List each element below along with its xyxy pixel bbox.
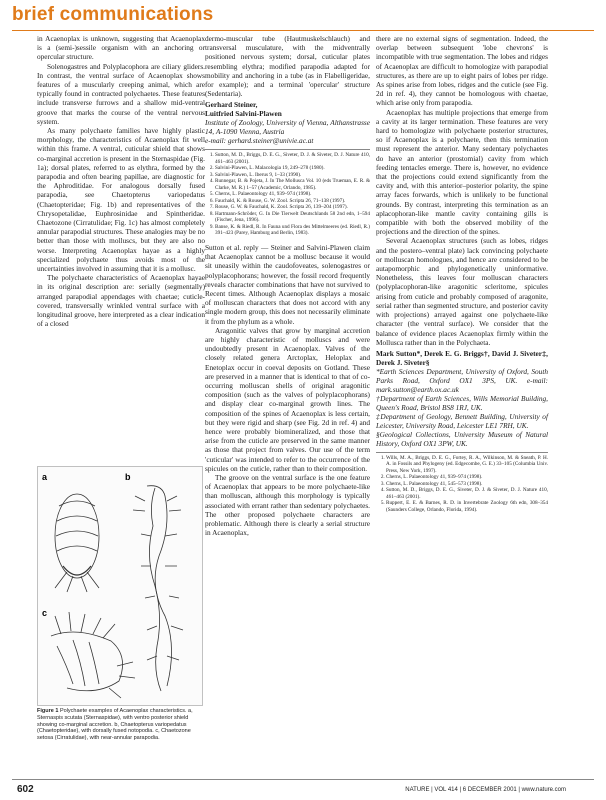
reference-item: 8. Hartmann-Schröder, G. In Die Tierwelt Deutschlands 58 2nd edn, 1–594 (Fischer, Jena, 1996). [215, 211, 370, 224]
paragraph: Several Acaenoplax structures (such as lobes, ridges and the postero–ventral plate) lack convincing polychaete or molluscan homologues, and hence are considered to be autapomorphic and phylogenetically uninformative. Nonetheless, this leaves four molluscan characters (polyplacophoran-like aragonitic scleritome, spicules arising from cuticle and probably composed of aragonite, serial rather than segmented structure, and posterior cavity with projections) arrayed against one polychaete-like character (the ventral surface). We consider that the balance of evidence places Acaenoplax firmly within the Mollusca rather than in the Polychaeta. [376, 236, 548, 347]
column-1 [37, 34, 205, 329]
figure-caption-body: Polychaete examples of Acaenoplax characteristics. a, Sternaspis scutata (Sternaspidae), with ventro posterior shield showing co-marginal accretion. b, Chaetopterus variopedatus (Chaetopteridae), with dorsally fused notopodia. c, Chaetozone setosa (Cirratulidae), with near-annular parapodia. [37, 708, 193, 742]
header-rule [12, 30, 594, 31]
paragraph: The groove on the ventral surface is the one feature of Acaenoplax that appears to be more polychaete-like than molluscan, although this morphology is typically associated with errant rather than sedentary polychaetes. The other proposed polychaete characters are problematic. Although there is clearly a serial structure in Acaenoplax, [205, 473, 370, 538]
reference-item: 1. Sutton, M. D., Briggs, D. E. G., Siveter, D. J. & Siveter, D. J. Nature 410, 461–463 (2001). [215, 152, 370, 165]
reference-item: 5. Cherns, L. Palaeontology 41, 939–974 (1998). [215, 191, 370, 198]
reference-item: 5. Ruppert, E. E. & Barnes, R. D. in Invertebrate Zoology 6th edn, 308–354 (Saunders College, Orlando, Florida, 1994). [386, 500, 548, 513]
references [376, 452, 548, 514]
comment-affiliation [205, 100, 370, 145]
reference-item: 2. Cherns, L. Palaeontology 41, 939–974 (1998). [386, 474, 548, 481]
reference-item: 4. Runnegar, B. & Pojeta, J. In The Mollusca Vol. 10 (eds Trueman, E. R. & Clarke, M. R.) 1–57 (Academic, Orlando, 1985). [215, 178, 370, 191]
footer-rule [12, 779, 594, 780]
paragraph: Sutton et al. reply — Steiner and Salvini-Plawen claim that Acaenoplax cannot be a mollusc because it would sit uneasily within the caudofoveates, solenogastres or polyplacophorans; however, the fossil record frequently reveals character combinations that have not survived to Recent times. Although Acaenoplax displays a mosaic of molluscan characters that does not accord with any single modern group, this does not necessarily eliminate it from the phylum as a whole. [205, 242, 370, 326]
author-names: Mark Sutton*, Derek E. G. Briggs†, David J. Siveter‡, Derek J. Siveter§ [376, 348, 548, 367]
reference-item: 7. Rouse, G. W. & Fauchald, K. Zool. Scripta 26, 139–204 (1997). [215, 204, 370, 211]
institution: Institute of Zoology, University of Vienna, Althanstrasse 14, A-1090 Vienna, Austria [205, 118, 370, 137]
references [205, 149, 370, 237]
reply-affiliation [376, 349, 548, 448]
paragraph: The polychaete characteristics of Acaenoplax hayae in its original description are: serially (segmentally) arranged parapodial appendages with chaetae; cuticle-covered, transversally wrinkled ventral surface with a longitudinal groove, here interpreted as a clear indication of a closed [37, 273, 205, 329]
affiliation-line: *Earth Sciences Department, University of Oxford, South Parks Road, Oxford OX1 3PS, UK. e-mail: mark.sutton@earth.ox.ac.uk [376, 366, 548, 394]
figure-caption-title: Figure 1 [37, 708, 59, 714]
paragraph: in Acaenoplax is unknown, suggesting that Acaenoplax is a (semi-)sessile organism with an anchoring or opercular structure. [37, 34, 205, 62]
reference-item: 6. Fauchald, K. & Rouse, G. W. Zool. Scripta 26, 71–138 (1997). [215, 198, 370, 205]
reference-item: 1. Wills, M. A., Briggs, D. E. G., Fortey, R. A., Wilkinson, M. & Sneath, P. H. A. in Fossils and Phylogeny (ed. Edgecombe, G. E.) 33–105 (Columbia Univ. Press, New York, 1997). [386, 455, 548, 475]
paragraph: there are no external signs of segmentation. Indeed, the overlap between subsequent 'lobe chevrons' is incompatible with true segmentation. The lobes and ridges of Acaenoplax are difficult to homologize with parapodial structures, as there are up to eight pairs of lobes per ridge. As spines arise from lobes, ridges and the cuticle (see Fig. 2d in ref. 4), they cannot be homologous with chaetae, which arise only from parapodia. [376, 34, 548, 108]
column-3 [376, 34, 548, 513]
column-2 [205, 34, 370, 537]
figure-label-c: c [42, 608, 48, 618]
paragraph: dermo-muscular tube (Hautmuskelschlauch) and transversal musculature, with the midventrally positioned nervous system; dorsal, cuticular plates resembling elythra; modified parapodia adapted for mobility and anchoring in a tube (as in Flabelligeridae, for example); and a terminal 'opercular' structure (Sedentaria). [205, 34, 370, 99]
reference-item: 9. Banse, K. & Riedl, R. In Fauna und Flora des Mittelmeeres (ed. Riedl, R.) 391–423 (Parey, Hamburg and Berlin, 1983). [215, 224, 370, 237]
paragraph: Aragonitic valves that grow by marginal accretion are highly characteristic of molluscs and were undoubtedly present in Acaenoplax. Valves of the closely related genera Arctoplax, Heloplax and Enetoplax occur in coeval deposits on Gotland. These are preserved in a manner that is identical to that of co-occurring molluscan shells of original aragonitic composition (such as the valves of polyplacophorans) and display clear co-marginal growth lines. The composition of the spines of Acaenoplax is less certain, but they were rigid and sharp (see Fig. 2d in ref. 4) and hence were probably biomineralized, and those that arise from the cuticle are preserved in the same manner as those that project from valves. Our use of the term 'cuticular' was intended to refer to the occurrence of the spicules on the cuticle, rather than to their composition. [205, 325, 370, 473]
figure-label-a: a [42, 472, 48, 482]
figure-1 [37, 466, 203, 751]
affiliation-line: ‡Department of Geology, Bennett Building, University of Leicester, University Road, Leicester LE1 7RH, UK. [376, 411, 548, 430]
paragraph: Acaenoplax has multiple projections that emerge from a cavity at its larger termination. These features are very hard to homologize with polychaete posterior structures, so if Acaenoplax is a polychaete, then this termination must represent the anterior. Many sedentary polychaetes do have an anterior (prostomial) cavity from which feeding tentacles emerge. There is, however, no evidence that the projections could extend significantly from the cavity and, with this anterior–posterior polarity, the spine array faces forwards, which is unlikely to be functional grounds. By contrast, interpreting this termination as an aplacophoran-like mantle cavity containing gills is compatible with both the observed mobility of the projections and the direction of the spines. [376, 107, 548, 237]
reference-item: 4. Sutton, M. D., Briggs, D. E. G., Siveter, D. J. & Siveter, D. J. Nature 410, 461–463 (2001). [386, 487, 548, 500]
reference-item: 2. Salvini-Plawen, L. Malacologia 19, 249–278 (1980). [215, 165, 370, 172]
paragraph: Solenogastres and Polyplacophora are ciliary gliders. In contrast, the ventral surface of Acaenoplax shows features of a muscularly creeping animal, which are typically found in contracted polychaetes. These features include transverse furrows and a shallow mid-ventral groove that marks the course of the ventral nervous system. [37, 61, 205, 126]
author-name: Gerhard Steiner, [205, 100, 258, 110]
figure-1-drawing [37, 466, 203, 706]
affiliation-line: §Geological Collections, University Museum of Natural History, Oxford OX1 3PW, UK. [376, 429, 548, 448]
journal-footer: NATURE | VOL 414 | 6 DECEMBER 2001 | www.nature.com [405, 787, 566, 793]
reference-item: 3. Salvini-Plawen, L. Iberus 9, 1–33 (1990). [215, 172, 370, 179]
figure-label-b: b [125, 472, 131, 482]
section-title: brief communications [12, 4, 214, 25]
paragraph: As many polychaete families have highly plastic morphology, the characteristics of Acaenoplax fit well within this frame. A ventral, cuticular shield that shows co-marginal accretion is present in the Sternaspidae (Fig. 1a); dorsal plates, referred to as elythra, formed by the parapodia and often bearing papillae, are diagnostic for the Aphroditidae. For analogous dorsally fused parapodia, see Chaetopterus variopedatus (Chaetopteridae; Fig. 1b) and representatives of the Chrysopetalidae, Euphrosinidae and Spintheridae. Chaetozone (Cirratulidae; Fig. 1c) has almost completely annular parapodial structures. These analogies may be no better than those with molluscs, but they are also no worse. Interpreting Acaenoplax hayae as a highly specialized polychaete thus avoids most of the uncertainties involved in assuming that it is a mollusc. [37, 126, 205, 274]
reference-item: 3. Cherns, L. Palaeontology 41, 545–573 (1998). [386, 481, 548, 488]
author-name: Luitfried Salvini-Plawen [205, 109, 282, 119]
page-number: 602 [17, 784, 34, 795]
affiliation-line: †Department of Earth Sciences, Wills Memorial Building, Queen's Road, Bristol BS8 1RJ, UK. [376, 393, 548, 412]
figure-caption [37, 708, 203, 742]
email-link[interactable]: e-mail: gerhard.steiner@univie.ac.at [205, 136, 314, 146]
